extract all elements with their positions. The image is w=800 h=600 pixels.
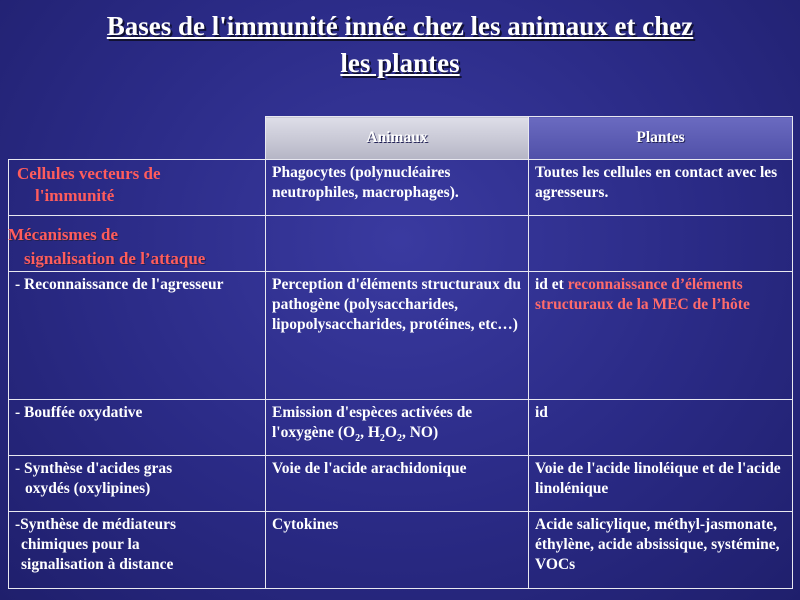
title-line-1: Bases de l'immunité innée chez les animaux et chez xyxy=(106,11,694,41)
column-header-animaux: Animaux xyxy=(266,117,529,160)
table-row-reconnaissance xyxy=(9,272,793,400)
cell-reconnaissance-plantes-prefix: id et xyxy=(535,276,568,293)
table-row-mediateurs xyxy=(9,512,793,589)
bouffee-text-a: Emission d'espèces activées de l'oxygène (O xyxy=(272,404,473,441)
row-label-synthese-gras-line1: - Synthèse d'acides gras xyxy=(15,460,173,477)
comparison-table xyxy=(8,116,793,589)
row-label-cellules-line1: Cellules vecteurs de xyxy=(17,164,161,183)
cell-cellules-plantes: Toutes les cellules en contact avec les agresseurs. xyxy=(529,160,793,216)
row-label-cellules xyxy=(9,160,266,216)
cell-bouffee-animaux xyxy=(266,400,529,456)
row-label-cellules-line2: l'immunité xyxy=(35,186,115,205)
row-label-mecanismes xyxy=(8,223,268,271)
row-label-synthese-gras-line2: oxydés (oxylipines) xyxy=(25,480,151,497)
bouffee-text-c: O xyxy=(384,424,397,441)
bouffee-text-b: , H xyxy=(360,424,380,441)
row-label-mediateurs-line3: signalisation à distance xyxy=(21,556,174,573)
cell-reconnaissance-plantes xyxy=(529,272,793,400)
cell-synthese-gras-animaux: Voie de l'acide arachidonique xyxy=(266,456,529,512)
cell-bouffee-plantes: id xyxy=(529,400,793,456)
bouffee-sub-2: 2 xyxy=(379,433,385,444)
row-label-bouffee: - Bouffée oxydative xyxy=(9,400,266,456)
cell-synthese-gras-plantes: Voie de l'acide linoléique et de l'acide linolénique xyxy=(529,456,793,512)
cell-cellules-animaux: Phagocytes (polynucléaires neutrophiles, macrophages). xyxy=(266,160,529,216)
cell-mediateurs-plantes: Acide salicylique, méthyl-jasmonate, éthylène, acide absissique, systémine, VOCs xyxy=(529,512,793,589)
bouffee-sub-1: 2 xyxy=(355,433,361,444)
header-row xyxy=(9,117,793,160)
row-label-synthese-gras xyxy=(9,456,266,512)
row-label-mediateurs xyxy=(9,512,266,589)
bouffee-text-d: , NO) xyxy=(401,424,439,441)
cell-reconnaissance-animaux: Perception d'éléments structuraux du pathogène (polysaccharides, lipopolysaccharides, protéines, etc…) xyxy=(266,272,529,400)
row-label-mediateurs-line1: -Synthèse de médiateurs xyxy=(15,516,177,533)
cell-reconnaissance-plantes-red: reconnaissance d’éléments structuraux de la MEC de l’hôte xyxy=(535,276,750,313)
slide-title xyxy=(0,8,800,82)
empty-corner-cell xyxy=(9,117,266,160)
bouffee-sub-3: 2 xyxy=(396,433,402,444)
column-header-plantes: Plantes xyxy=(529,117,793,160)
row-label-mediateurs-line2: chimiques pour la xyxy=(21,536,140,553)
cell-mecanismes-animaux xyxy=(266,216,529,272)
cell-mecanismes-plantes xyxy=(529,216,793,272)
title-line-2: les plantes xyxy=(340,48,460,78)
row-label-reconnaissance: - Reconnaissance de l'agresseur xyxy=(9,272,266,400)
table-row-cellules xyxy=(9,160,793,216)
row-label-mecanismes-line2: signalisation de l’attaque xyxy=(24,249,206,268)
table-row-bouffee xyxy=(9,400,793,456)
table-row-synthese-gras xyxy=(9,456,793,512)
row-label-mecanismes-line1: Mécanismes de xyxy=(8,225,119,244)
cell-mediateurs-animaux: Cytokines xyxy=(266,512,529,589)
